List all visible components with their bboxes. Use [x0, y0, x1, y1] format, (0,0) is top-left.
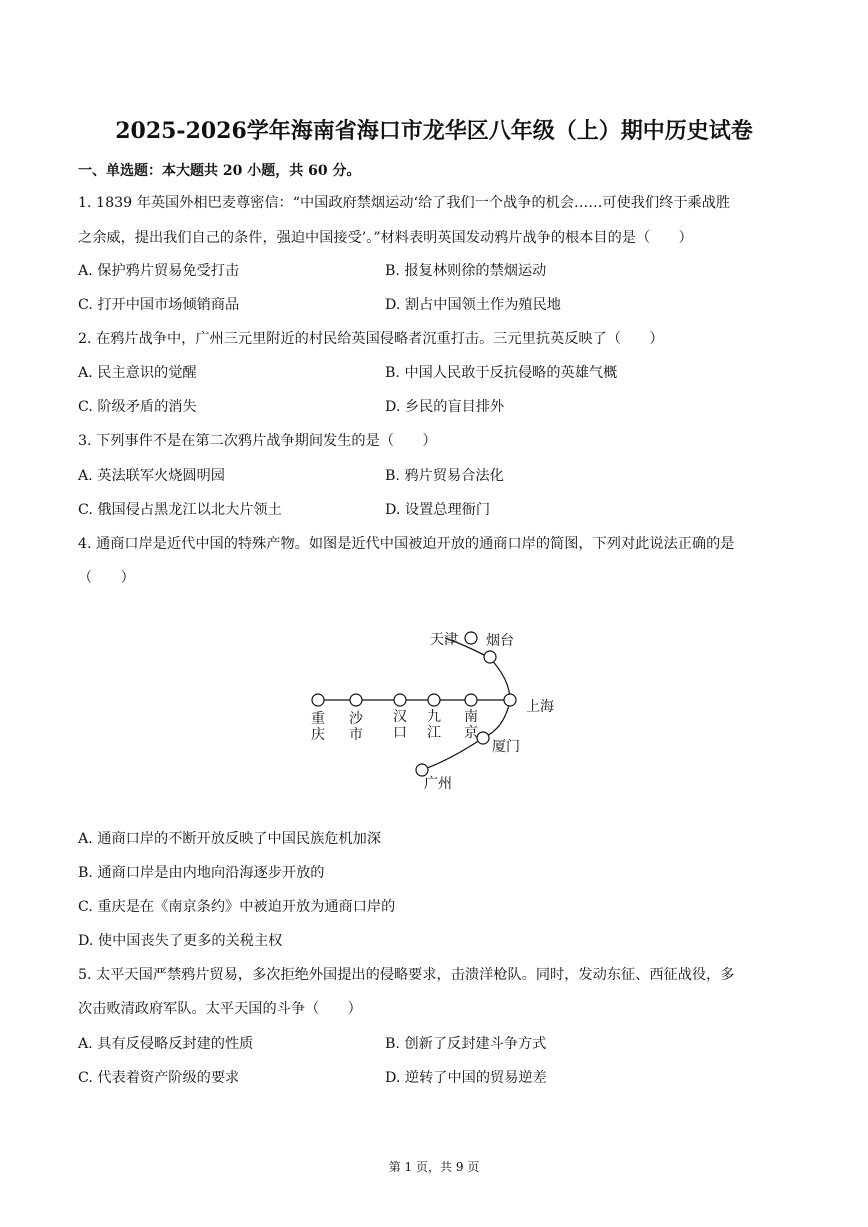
question-3-stem-line-1: 3. 下列事件不是在第二次鸦片战争期间发生的是（ ）: [78, 433, 437, 449]
question-3-option-a: A. 英法联军火烧圆明园: [78, 468, 225, 484]
page-title: 2025-2026学年海南省海口市龙华区八年级（上）期中历史试卷: [115, 118, 753, 144]
port-marker-shashi: [350, 694, 362, 706]
question-2-option-b: B. 中国人民敢于反抗侵略的英雄气概: [385, 365, 618, 381]
question-4-stem-line-2: （ ）: [78, 570, 135, 586]
question-2-stem-line-1: 2. 在鸦片战争中，广州三元里附近的村民给英国侵略者沉重打击。三元里抗英反映了（ ）: [78, 331, 664, 347]
question-5-option-c: C. 代表着资产阶级的要求: [78, 1070, 240, 1086]
port-marker-yantai: [484, 651, 496, 663]
question-5-option-d: D. 逆转了中国的贸易逆差: [385, 1070, 547, 1086]
question-1-option-d: D. 割占中国领土作为殖民地: [385, 297, 561, 313]
port-marker-hankou: [394, 694, 406, 706]
section-heading: 一、单选题：本大题共 20 小题，共 60 分。: [78, 163, 361, 179]
question-5-stem-line-1: 5. 太平天国严禁鸦片贸易，多次拒绝外国提出的侵略要求，击溃洋枪队。同时，发动东征、西征战役，多: [78, 967, 735, 983]
label-hankou-1: 汉: [393, 709, 407, 725]
question-4-option-d: D. 使中国丧失了更多的关税主权: [78, 933, 283, 949]
question-1-option-b: B. 报复林则徐的禁烟运动: [385, 263, 547, 279]
port-marker-tianjin: [465, 632, 477, 644]
label-nanjing-2: 京: [464, 725, 478, 741]
port-marker-jiujiang: [428, 694, 440, 706]
port-marker-guangzhou: [416, 764, 428, 776]
question-4-option-c: C. 重庆是在《南京条约》中被迫开放为通商口岸的: [78, 899, 396, 915]
port-marker-chongqing: [312, 694, 324, 706]
question-2-option-a: A. 民主意识的觉醒: [78, 365, 197, 381]
question-2-option-d: D. 乡民的盲目排外: [385, 399, 505, 415]
question-5-option-a: A. 具有反侵略反封建的性质: [78, 1036, 254, 1052]
question-5-stem-line-2: 次击败清政府军队。太平天国的斗争（ ）: [78, 1001, 362, 1017]
label-chongqing-1: 重: [311, 711, 325, 727]
port-marker-nanjing: [465, 694, 477, 706]
question-4-option-a: A. 通商口岸的不断开放反映了中国民族危机加深: [78, 831, 382, 847]
question-3-option-d: D. 设置总理衙门: [385, 502, 491, 518]
label-shashi-2: 市: [349, 727, 363, 743]
question-1-option-a: A. 保护鸦片贸易免受打击: [78, 263, 240, 279]
label-jiujiang-2: 江: [427, 725, 441, 741]
port-marker-xiamen: [477, 732, 489, 744]
question-3-option-c: C. 俄国侵占黑龙江以北大片领土: [78, 502, 282, 518]
question-3-option-b: B. 鸦片贸易合法化: [385, 468, 504, 484]
page-footer: 第 1 页，共 9 页: [388, 1160, 480, 1174]
label-shashi-1: 沙: [349, 711, 363, 727]
question-1-stem-line-2: 之余威，提出我们自己的条件，强迫中国接受’。”材料表明英国发动鸦片战争的根本目的是（ ）: [78, 230, 693, 246]
question-4-option-b: B. 通商口岸是由内地向沿海逐步开放的: [78, 865, 325, 881]
label-yantai: 烟台: [486, 633, 514, 649]
label-shanghai: 上海: [526, 699, 554, 715]
question-5-option-b: B. 创新了反封建斗争方式: [385, 1036, 547, 1052]
label-guangzhou: 广州: [424, 776, 452, 792]
treaty-ports-map: [290, 620, 580, 800]
question-1-stem-line-1: 1. 1839 年英国外相巴麦尊密信：“中国政府禁烟运动‘给了我们一个战争的机会……可使我们终于乘战胜: [78, 195, 731, 211]
port-marker-shanghai: [504, 694, 516, 706]
question-4-stem-line-1: 4. 通商口岸是近代中国的特殊产物。如图是近代中国被迫开放的通商口岸的简图，下列对此说法正确的是: [78, 536, 735, 552]
label-chongqing-2: 庆: [311, 727, 325, 743]
question-1-option-c: C. 打开中国市场倾销商品: [78, 297, 240, 313]
question-2-option-c: C. 阶级矛盾的消失: [78, 399, 197, 415]
label-xiamen: 厦门: [492, 739, 520, 755]
label-tianjin: 天津: [430, 632, 458, 648]
label-nanjing-1: 南: [464, 709, 478, 725]
label-jiujiang-1: 九: [427, 709, 441, 725]
label-hankou-2: 口: [393, 725, 407, 741]
